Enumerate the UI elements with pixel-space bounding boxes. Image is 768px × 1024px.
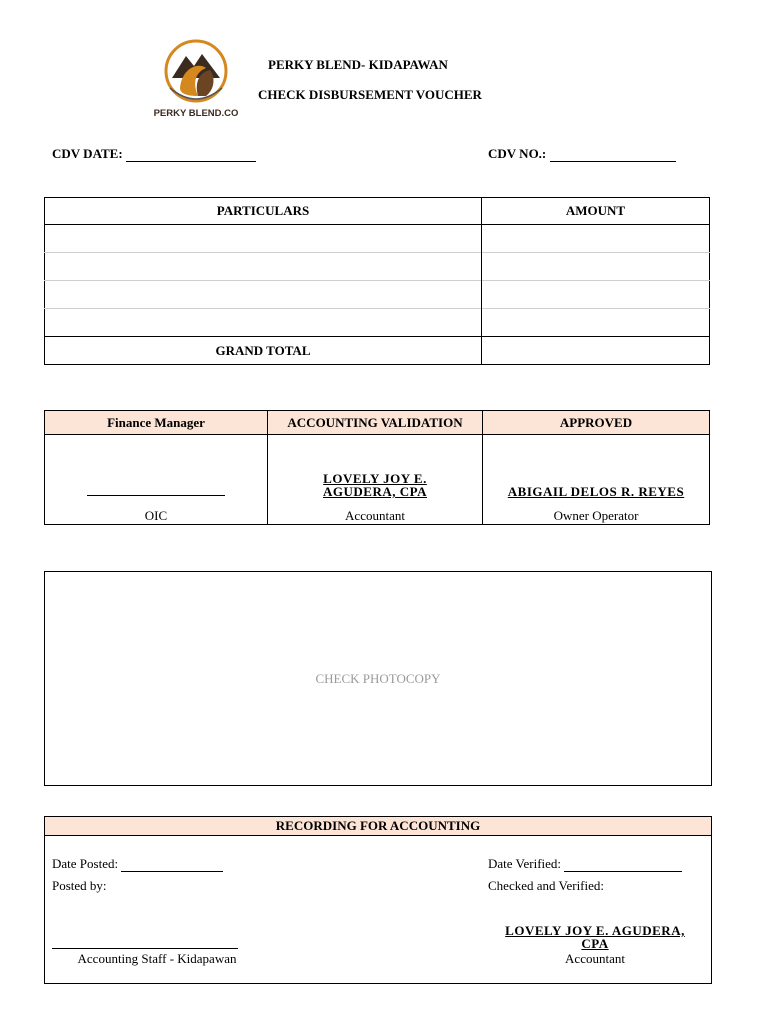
company-name: PERKY BLEND- KIDAPAWAN — [268, 57, 448, 72]
accountant-name: LOVELY JOY E. AGUDERA, CPA — [323, 471, 427, 499]
accounting-validation-cell[interactable] — [268, 435, 483, 525]
particulars-cell[interactable] — [45, 281, 482, 309]
date-verified-label: Date Verified: — [488, 856, 562, 871]
approved-header: APPROVED — [483, 411, 710, 435]
owner-name: ABIGAIL DELOS R. REYES — [507, 484, 685, 499]
amount-cell[interactable] — [482, 253, 710, 281]
form-title: CHECK DISBURSEMENT VOUCHER — [258, 87, 482, 102]
particulars-cell[interactable] — [45, 309, 482, 337]
date-verified-field[interactable] — [488, 856, 682, 872]
particulars-cell[interactable] — [45, 253, 482, 281]
approved-cell[interactable] — [483, 435, 710, 525]
accounting-validation-header: ACCOUNTING VALIDATION — [268, 411, 483, 435]
grand-total-amount[interactable] — [482, 337, 710, 365]
approval-table — [44, 410, 710, 525]
cdv-no-field[interactable] — [488, 146, 676, 162]
check-photocopy-box — [44, 571, 712, 786]
owner-role: Owner Operator — [553, 508, 639, 523]
oic-role: OIC — [144, 508, 168, 523]
verifier-name: LOVELY JOY E. AGUDERA, CPA — [505, 923, 685, 951]
cdv-no-label: CDV NO.: — [488, 146, 547, 161]
amount-cell[interactable] — [482, 281, 710, 309]
staff-role: Accounting Staff - Kidapawan — [77, 951, 237, 966]
date-posted-label: Date Posted: — [52, 856, 119, 871]
finance-manager-header: Finance Manager — [45, 411, 268, 435]
date-verified-line[interactable] — [564, 871, 682, 872]
accountant-role: Accountant — [345, 508, 405, 523]
recording-title: RECORDING FOR ACCOUNTING — [45, 817, 711, 836]
verifier-role: Accountant — [565, 951, 625, 966]
grand-total-label: GRAND TOTAL — [45, 337, 482, 365]
signature-line[interactable] — [87, 495, 225, 496]
cdv-date-field[interactable] — [52, 146, 256, 162]
date-posted-field[interactable] — [52, 856, 223, 872]
amount-cell[interactable] — [482, 309, 710, 337]
particulars-table — [44, 197, 710, 365]
finance-manager-cell[interactable] — [45, 435, 268, 525]
particulars-cell[interactable] — [45, 225, 482, 253]
staff-signature-line[interactable] — [52, 948, 238, 949]
posted-by-label: Posted by: — [52, 878, 107, 893]
amount-header: AMOUNT — [482, 198, 710, 225]
cdv-date-label: CDV DATE: — [52, 146, 123, 161]
cdv-date-line[interactable] — [126, 161, 256, 162]
cdv-no-line[interactable] — [550, 161, 676, 162]
check-photocopy-label: CHECK PHOTOCOPY — [315, 671, 441, 686]
logo-text: PERKY BLEND.CO — [153, 108, 239, 119]
date-posted-line[interactable] — [121, 871, 223, 872]
particulars-header: PARTICULARS — [216, 203, 310, 218]
checked-verified-label: Checked and Verified: — [488, 878, 604, 893]
amount-cell[interactable] — [482, 225, 710, 253]
recording-section — [44, 816, 712, 984]
company-logo — [150, 38, 242, 120]
